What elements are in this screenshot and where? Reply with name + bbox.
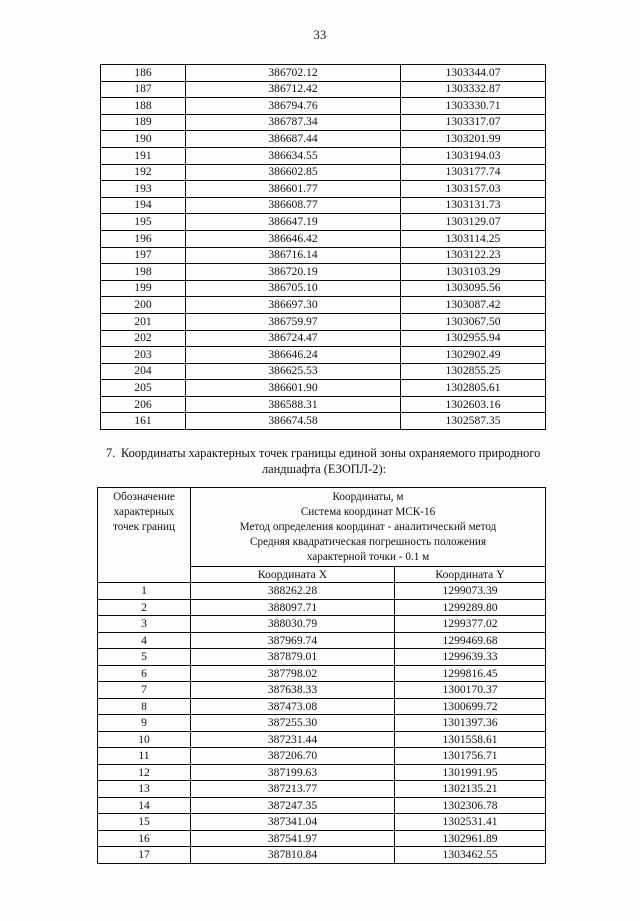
table-row bbox=[98, 665, 546, 682]
cell-coordinate-y: 1300170.37 bbox=[395, 682, 546, 699]
header-text-line: характерных bbox=[113, 505, 175, 518]
table-row bbox=[101, 396, 546, 413]
cell-point-id: 4 bbox=[98, 632, 191, 649]
cell-point-id: 200 bbox=[101, 297, 186, 314]
cell-point-id: 187 bbox=[101, 81, 186, 98]
cell-point-id: 3 bbox=[98, 616, 191, 633]
table-row bbox=[101, 147, 546, 164]
cell-coordinate-x: 387199.63 bbox=[191, 764, 395, 781]
table-row bbox=[101, 65, 546, 82]
header-text-line: точек границ bbox=[113, 520, 175, 533]
cell-coordinate-x: 387879.01 bbox=[191, 649, 395, 666]
cell-point-id: 2 bbox=[98, 599, 191, 616]
cell-point-id: 203 bbox=[101, 347, 186, 364]
header-text-line: Средняя квадратическая погрешность положения bbox=[250, 535, 486, 548]
cell-point-id: 186 bbox=[101, 65, 186, 82]
cell-point-id: 11 bbox=[98, 748, 191, 765]
cell-point-id: 191 bbox=[101, 147, 186, 164]
header-text-line: Метод определения координат - аналитический метод bbox=[239, 520, 497, 533]
cell-coordinate-x: 386687.44 bbox=[186, 131, 401, 148]
cell-coordinate-y: 1302531.41 bbox=[395, 814, 546, 831]
table-row bbox=[98, 698, 546, 715]
table-row bbox=[98, 830, 546, 847]
cell-point-id: 10 bbox=[98, 731, 191, 748]
table-row bbox=[101, 114, 546, 131]
cell-coordinate-y: 1303201.99 bbox=[401, 131, 546, 148]
table-row bbox=[98, 847, 546, 864]
cell-coordinate-y: 1301397.36 bbox=[395, 715, 546, 732]
cell-point-id: 192 bbox=[101, 164, 186, 181]
table-row bbox=[101, 297, 546, 314]
table-row bbox=[98, 632, 546, 649]
cell-point-id: 7 bbox=[98, 682, 191, 699]
table-row bbox=[101, 214, 546, 231]
cell-point-id: 6 bbox=[98, 665, 191, 682]
table-row bbox=[98, 649, 546, 666]
cell-coordinate-x: 387473.08 bbox=[191, 698, 395, 715]
header-cell-coordinates-description bbox=[191, 488, 546, 567]
cell-point-id: 201 bbox=[101, 313, 186, 330]
cell-coordinate-x: 386601.77 bbox=[186, 181, 401, 198]
table-row bbox=[98, 731, 546, 748]
cell-point-id: 9 bbox=[98, 715, 191, 732]
cell-coordinate-y: 1303332.87 bbox=[401, 81, 546, 98]
cell-coordinate-x: 386646.42 bbox=[186, 230, 401, 247]
cell-coordinate-y: 1299639.33 bbox=[395, 649, 546, 666]
cell-point-id: 17 bbox=[98, 847, 191, 864]
cell-coordinate-x: 386625.53 bbox=[186, 363, 401, 380]
table-row bbox=[98, 797, 546, 814]
header-text-line: характерной точки - 0.1 м bbox=[306, 550, 430, 563]
cell-coordinate-y: 1301756.71 bbox=[395, 748, 546, 765]
table-row bbox=[98, 715, 546, 732]
cell-coordinate-x: 386634.55 bbox=[186, 147, 401, 164]
cell-coordinate-y: 1302902.49 bbox=[401, 347, 546, 364]
table-row bbox=[101, 380, 546, 397]
cell-coordinate-y: 1302961.89 bbox=[395, 830, 546, 847]
cell-point-id: 16 bbox=[98, 830, 191, 847]
cell-point-id: 13 bbox=[98, 781, 191, 798]
section-title: Координаты характерных точек границы единой зоны охраняемого природного ландшафта (ЕЗОПЛ-2): bbox=[120, 446, 541, 476]
cell-point-id: 5 bbox=[98, 649, 191, 666]
cell-coordinate-y: 1299289.80 bbox=[395, 599, 546, 616]
cell-point-id: 14 bbox=[98, 797, 191, 814]
cell-point-id: 193 bbox=[101, 181, 186, 198]
cell-coordinate-x: 388097.71 bbox=[191, 599, 395, 616]
cell-point-id: 161 bbox=[101, 413, 186, 430]
cell-point-id: 205 bbox=[101, 380, 186, 397]
cell-point-id: 199 bbox=[101, 280, 186, 297]
cell-coordinate-y: 1303114.25 bbox=[401, 230, 546, 247]
cell-coordinate-y: 1302306.78 bbox=[395, 797, 546, 814]
cell-coordinate-y: 1302135.21 bbox=[395, 781, 546, 798]
cell-coordinate-x: 388262.28 bbox=[191, 583, 395, 600]
table-row bbox=[98, 814, 546, 831]
cell-coordinate-x: 386588.31 bbox=[186, 396, 401, 413]
table-row bbox=[98, 599, 546, 616]
cell-coordinate-x: 387255.30 bbox=[191, 715, 395, 732]
table-row bbox=[101, 131, 546, 148]
cell-coordinate-x: 386712.42 bbox=[186, 81, 401, 98]
cell-coordinate-y: 1303157.03 bbox=[401, 181, 546, 198]
cell-coordinate-x: 387341.04 bbox=[191, 814, 395, 831]
table-row bbox=[101, 313, 546, 330]
cell-point-id: 15 bbox=[98, 814, 191, 831]
cell-coordinate-x: 387247.35 bbox=[191, 797, 395, 814]
cell-point-id: 195 bbox=[101, 214, 186, 231]
table-row bbox=[101, 197, 546, 214]
table-row bbox=[101, 413, 546, 430]
table-ezopl2-header bbox=[98, 488, 546, 583]
cell-coordinate-y: 1303344.07 bbox=[401, 65, 546, 82]
cell-point-id: 189 bbox=[101, 114, 186, 131]
cell-coordinate-x: 386647.19 bbox=[186, 214, 401, 231]
section-heading bbox=[100, 446, 548, 478]
header-text-line: Обозначение bbox=[113, 491, 175, 503]
table-row bbox=[101, 98, 546, 115]
table-row bbox=[101, 330, 546, 347]
cell-coordinate-x: 386608.77 bbox=[186, 197, 401, 214]
cell-coordinate-y: 1302587.35 bbox=[401, 413, 546, 430]
header-row-description bbox=[98, 488, 546, 567]
table-row bbox=[98, 583, 546, 600]
cell-coordinate-y: 1303317.07 bbox=[401, 114, 546, 131]
cell-coordinate-x: 386601.90 bbox=[186, 380, 401, 397]
table-row bbox=[101, 247, 546, 264]
cell-point-id: 12 bbox=[98, 764, 191, 781]
cell-coordinate-y: 1299816.45 bbox=[395, 665, 546, 682]
page-number: 33 bbox=[313, 28, 327, 42]
cell-point-id: 188 bbox=[101, 98, 186, 115]
table-row bbox=[101, 280, 546, 297]
cell-coordinate-x: 386674.58 bbox=[186, 413, 401, 430]
table-row bbox=[98, 781, 546, 798]
cell-point-id: 190 bbox=[101, 131, 186, 148]
table-row bbox=[101, 181, 546, 198]
header-cell-point-designation bbox=[98, 488, 191, 583]
cell-point-id: 194 bbox=[101, 197, 186, 214]
table-continuation-body bbox=[101, 65, 546, 430]
table-row bbox=[101, 81, 546, 98]
cell-coordinate-x: 387231.44 bbox=[191, 731, 395, 748]
cell-coordinate-x: 388030.79 bbox=[191, 616, 395, 633]
header-cell-coordinate-y: Координата Y bbox=[395, 567, 546, 583]
table-row bbox=[101, 230, 546, 247]
cell-point-id: 198 bbox=[101, 264, 186, 281]
cell-coordinate-x: 387798.02 bbox=[191, 665, 395, 682]
cell-point-id: 8 bbox=[98, 698, 191, 715]
cell-coordinate-x: 386787.34 bbox=[186, 114, 401, 131]
table-ezopl2-body bbox=[98, 583, 546, 864]
table-row bbox=[98, 748, 546, 765]
cell-coordinate-x: 386702.12 bbox=[186, 65, 401, 82]
cell-point-id: 197 bbox=[101, 247, 186, 264]
cell-point-id: 204 bbox=[101, 363, 186, 380]
cell-coordinate-y: 1302603.16 bbox=[401, 396, 546, 413]
cell-coordinate-x: 387541.97 bbox=[191, 830, 395, 847]
cell-coordinate-y: 1300699.72 bbox=[395, 698, 546, 715]
cell-coordinate-y: 1302855.25 bbox=[401, 363, 546, 380]
cell-coordinate-x: 386724.47 bbox=[186, 330, 401, 347]
cell-coordinate-y: 1303122.23 bbox=[401, 247, 546, 264]
table-row bbox=[101, 164, 546, 181]
cell-coordinate-x: 386602.85 bbox=[186, 164, 401, 181]
cell-point-id: 202 bbox=[101, 330, 186, 347]
section-number: 7. bbox=[106, 446, 116, 460]
cell-coordinate-y: 1303194.03 bbox=[401, 147, 546, 164]
cell-coordinate-y: 1303177.74 bbox=[401, 164, 546, 181]
cell-coordinate-x: 387638.33 bbox=[191, 682, 395, 699]
cell-coordinate-x: 386759.97 bbox=[186, 313, 401, 330]
cell-point-id: 206 bbox=[101, 396, 186, 413]
cell-coordinate-y: 1301558.61 bbox=[395, 731, 546, 748]
cell-coordinate-y: 1303131.73 bbox=[401, 197, 546, 214]
cell-coordinate-x: 387206.70 bbox=[191, 748, 395, 765]
cell-coordinate-x: 386646.24 bbox=[186, 347, 401, 364]
cell-point-id: 1 bbox=[98, 583, 191, 600]
cell-coordinate-y: 1303129.07 bbox=[401, 214, 546, 231]
header-cell-coordinate-x: Координата X bbox=[191, 567, 395, 583]
cell-coordinate-x: 387810.84 bbox=[191, 847, 395, 864]
cell-coordinate-y: 1303330.71 bbox=[401, 98, 546, 115]
cell-coordinate-y: 1303087.42 bbox=[401, 297, 546, 314]
cell-coordinate-y: 1303095.56 bbox=[401, 280, 546, 297]
cell-coordinate-y: 1299469.68 bbox=[395, 632, 546, 649]
cell-coordinate-x: 386705.10 bbox=[186, 280, 401, 297]
cell-coordinate-x: 386697.30 bbox=[186, 297, 401, 314]
cell-coordinate-y: 1303462.55 bbox=[395, 847, 546, 864]
table-row bbox=[98, 764, 546, 781]
cell-coordinate-x: 386794.76 bbox=[186, 98, 401, 115]
cell-coordinate-y: 1303067.50 bbox=[401, 313, 546, 330]
cell-coordinate-y: 1299073.39 bbox=[395, 583, 546, 600]
coordinates-table-continuation bbox=[100, 64, 546, 430]
header-text-line: Координаты, м bbox=[332, 491, 404, 503]
cell-coordinate-x: 386720.19 bbox=[186, 264, 401, 281]
cell-coordinate-y: 1303103.29 bbox=[401, 264, 546, 281]
cell-coordinate-x: 386716.14 bbox=[186, 247, 401, 264]
table-row bbox=[101, 347, 546, 364]
table-row bbox=[101, 264, 546, 281]
table-row bbox=[98, 682, 546, 699]
table-row bbox=[98, 616, 546, 633]
cell-coordinate-x: 387213.77 bbox=[191, 781, 395, 798]
cell-coordinate-y: 1302805.61 bbox=[401, 380, 546, 397]
table-row bbox=[101, 363, 546, 380]
coordinates-table-ezopl2 bbox=[97, 487, 546, 864]
cell-coordinate-y: 1299377.02 bbox=[395, 616, 546, 633]
header-text-line: Система координат МСК-16 bbox=[300, 505, 436, 518]
cell-coordinate-y: 1302955.94 bbox=[401, 330, 546, 347]
cell-coordinate-y: 1301991.95 bbox=[395, 764, 546, 781]
cell-coordinate-x: 387969.74 bbox=[191, 632, 395, 649]
cell-point-id: 196 bbox=[101, 230, 186, 247]
